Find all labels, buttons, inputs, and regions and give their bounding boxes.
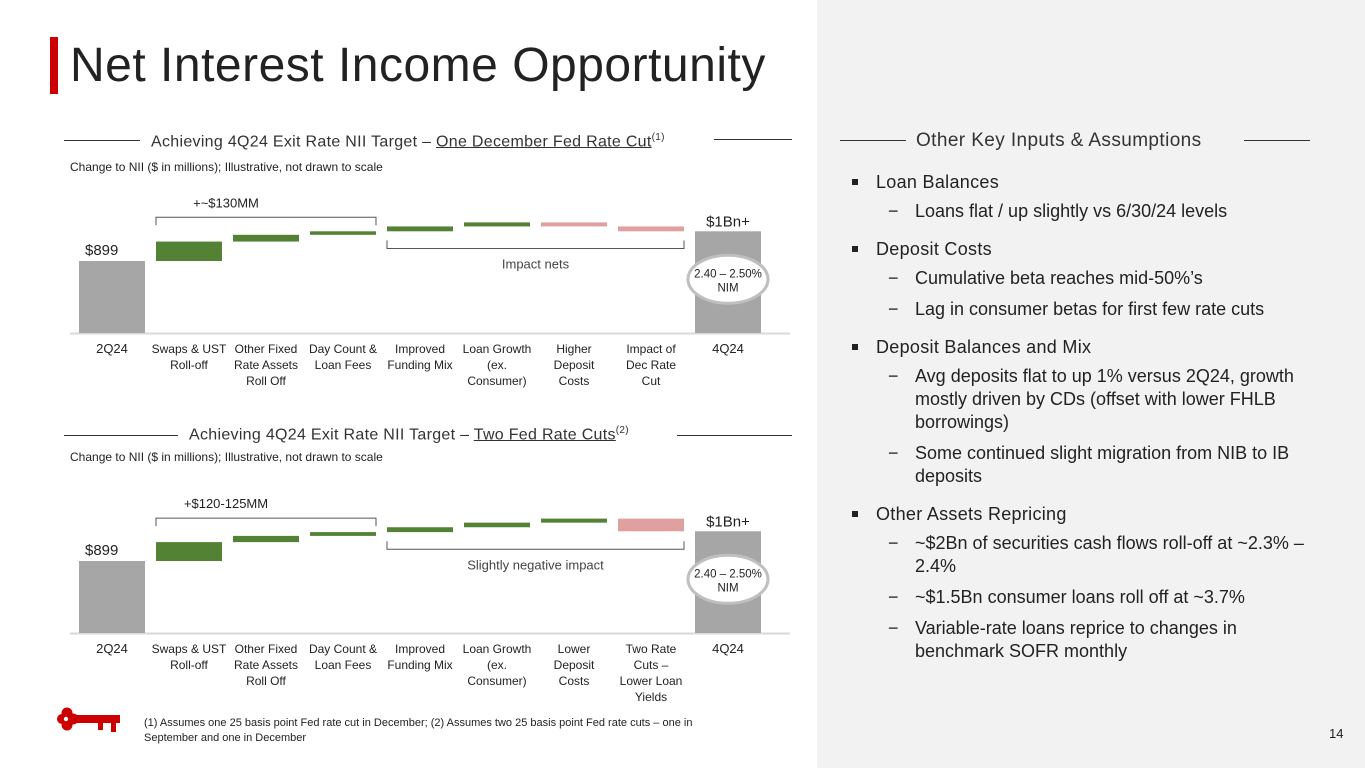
right-heading-rule-left	[840, 140, 906, 141]
assumption-item-text: Cumulative beta reaches mid-50%’s	[915, 268, 1203, 288]
heading-rule-left	[64, 435, 178, 436]
waterfall-bar	[541, 519, 607, 523]
category-label: 2Q24	[96, 341, 128, 356]
category-label: Loan Growth (ex. Consumer)	[462, 642, 532, 688]
chart1-heading-prefix: Achieving 4Q24 Exit Rate NII Target –	[151, 133, 437, 151]
footnote: (1) Assumes one 25 basis point Fed rate cut in December; (2) Assumes two 25 basis point Fed rate cuts – one in September and one in December	[144, 717, 693, 744]
assumption-group	[848, 170, 1328, 223]
assumption-item	[848, 298, 1328, 321]
assumption-item	[848, 532, 1328, 578]
assumption-item-text: Some continued slight migration from NIB to IB deposits	[915, 443, 1290, 486]
waterfall-bar	[310, 231, 376, 235]
waterfall-bar	[233, 536, 299, 542]
waterfall-bar	[541, 222, 607, 226]
assumption-item-text: Variable-rate loans reprice to changes in benchmark SOFR monthly	[915, 618, 1237, 661]
assumption-heading-text: Other Assets Repricing	[876, 504, 1067, 524]
chart1-subtitle: Change to NII ($ in millions); Illustrative, not drawn to scale	[70, 160, 383, 174]
chart2-waterfall	[70, 470, 790, 704]
chart1-heading-sup: (1)	[651, 132, 665, 143]
waterfall-bar	[310, 532, 376, 536]
category-label: 4Q24	[712, 341, 744, 356]
category-label: Other Fixed Rate Assets Roll Off	[233, 342, 299, 388]
assumption-item	[848, 200, 1328, 223]
dash-icon: −	[888, 587, 899, 607]
assumption-heading-text: Loan Balances	[876, 172, 999, 192]
waterfall-bar	[79, 561, 145, 633]
category-label: 4Q24	[712, 641, 744, 656]
assumption-item	[848, 442, 1328, 488]
right-heading-rule-right	[1244, 140, 1310, 141]
waterfall-bar	[618, 226, 684, 231]
category-label: Swaps & UST Roll-off	[151, 342, 227, 372]
bracket-right	[387, 541, 684, 549]
waterfall-bar	[464, 222, 530, 226]
dash-icon: −	[888, 618, 899, 638]
chart1-waterfall	[70, 170, 790, 395]
category-label: Lower Deposit Costs	[553, 642, 595, 688]
chart2-heading-sup: (2)	[615, 425, 629, 436]
end-value-label: $1Bn+	[706, 513, 750, 531]
chart2-heading-prefix: Achieving 4Q24 Exit Rate NII Target –	[189, 426, 474, 444]
bullet-square-icon	[852, 511, 858, 517]
assumption-heading	[848, 237, 1328, 261]
bullet-square-icon	[852, 179, 858, 185]
category-label: Other Fixed Rate Assets Roll Off	[233, 642, 299, 688]
category-label: Improved Funding Mix	[387, 342, 453, 372]
bracket-left	[156, 518, 376, 526]
bullet-square-icon	[852, 246, 858, 252]
bracket-left-label: +$120-125MM	[183, 496, 269, 512]
waterfall-bar	[79, 261, 145, 333]
category-label: Higher Deposit Costs	[553, 342, 595, 388]
assumption-item	[848, 617, 1328, 663]
assumption-item	[848, 365, 1328, 434]
assumption-heading	[848, 502, 1328, 526]
page-number: 14	[1329, 726, 1344, 741]
assumption-item-text: ~$1.5Bn consumer loans roll off at ~3.7%	[915, 587, 1245, 607]
assumption-heading	[848, 170, 1328, 194]
bracket-right-label: Slightly negative impact	[467, 557, 604, 573]
chart2-subtitle: Change to NII ($ in millions); Illustrative, not drawn to scale	[70, 450, 383, 464]
chart1-heading-emph: One December Fed Rate Cut	[436, 133, 652, 151]
waterfall-bar	[464, 523, 530, 528]
assumption-heading	[848, 335, 1328, 359]
bracket-right-label: Impact nets	[501, 256, 570, 272]
category-label: Swaps & UST Roll-off	[151, 642, 227, 672]
assumption-item	[848, 267, 1328, 290]
category-label: Two Rate Cuts – Lower Loan Yields	[619, 642, 683, 704]
end-value-label: $1Bn+	[706, 213, 750, 231]
assumption-item	[848, 586, 1328, 609]
heading-rule-right	[677, 435, 792, 436]
heading-rule-right	[714, 139, 792, 140]
waterfall-bar	[233, 235, 299, 242]
waterfall-bar	[156, 242, 222, 261]
page-title: Net Interest Income Opportunity	[70, 39, 766, 92]
dash-icon: −	[888, 268, 899, 288]
dash-icon: −	[888, 366, 899, 386]
bracket-right	[387, 240, 684, 248]
waterfall-bar	[387, 226, 453, 231]
assumption-group	[848, 502, 1328, 663]
assumption-item-text: Loans flat / up slightly vs 6/30/24 levels	[915, 201, 1228, 221]
assumption-group	[848, 237, 1328, 321]
bracket-left-label: +~$130MM	[193, 195, 259, 211]
assumption-heading-text: Deposit Costs	[876, 239, 992, 259]
category-label: Improved Funding Mix	[387, 642, 453, 672]
assumption-heading-text: Deposit Balances and Mix	[876, 337, 1092, 357]
dash-icon: −	[888, 443, 899, 463]
assumptions-list	[848, 170, 1328, 677]
category-label: Day Count & Loan Fees	[308, 342, 378, 372]
title-accent-bar	[50, 37, 58, 94]
bracket-left	[156, 217, 376, 225]
waterfall-bar	[387, 527, 453, 532]
assumption-item-text: ~$2Bn of securities cash flows roll-off at ~2.3% – 2.4%	[915, 533, 1304, 576]
nim-label: 2.40 – 2.50% NIM	[694, 568, 762, 595]
right-panel-heading: Other Key Inputs & Assumptions	[908, 130, 1210, 152]
heading-rule-left	[64, 140, 140, 141]
category-label: Day Count & Loan Fees	[308, 642, 378, 672]
start-value-label: $899	[85, 242, 119, 259]
waterfall-bar	[156, 542, 222, 561]
bullet-square-icon	[852, 344, 858, 350]
dash-icon: −	[888, 533, 899, 553]
assumption-item-text: Avg deposits flat to up 1% versus 2Q24, growth mostly driven by CDs (offset with lower FHLB borrowings)	[915, 366, 1294, 432]
category-label: 2Q24	[96, 641, 128, 656]
dash-icon: −	[888, 201, 899, 221]
dash-icon: −	[888, 299, 899, 319]
chart2-heading	[181, 425, 637, 444]
category-label: Loan Growth (ex. Consumer)	[462, 342, 532, 388]
chart1-heading	[143, 132, 673, 151]
assumption-group	[848, 335, 1328, 488]
start-value-label: $899	[85, 542, 119, 559]
key-logo-icon	[58, 704, 124, 734]
category-label: Impact of Dec Rate Cut	[625, 342, 677, 388]
assumption-item-text: Lag in consumer betas for first few rate cuts	[915, 299, 1265, 319]
nim-label: 2.40 – 2.50% NIM	[694, 268, 762, 295]
chart2-heading-emph: Two Fed Rate Cuts	[473, 426, 616, 444]
waterfall-bar	[618, 519, 684, 532]
